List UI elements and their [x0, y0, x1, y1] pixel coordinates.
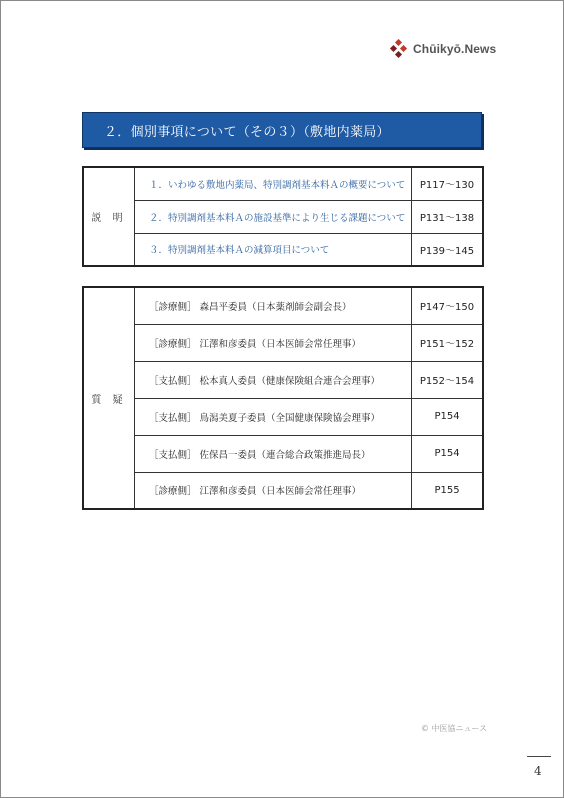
table-row: [83, 472, 483, 509]
table-row: [83, 435, 483, 472]
table-row: [83, 324, 483, 361]
page-number-rule: [527, 756, 551, 757]
section-title-banner: [82, 112, 482, 148]
explanation-category: 説 明: [83, 167, 135, 266]
table-row: [83, 361, 483, 398]
copyright-notice: © 中医協ニュース: [421, 724, 488, 733]
table-row: [83, 287, 483, 324]
explanation-item: １．いわゆる敷地内薬局、特別調剤基本料Ａの概要について: [135, 167, 412, 200]
table-row: [83, 233, 483, 266]
question-item: ［支払側］ 鳥潟美夏子委員（全国健康保険協会理事）: [135, 398, 412, 435]
explanation-item: ２．特別調剤基本料Ａの施設基準により生じる課題について: [135, 200, 412, 233]
table-row: [83, 167, 483, 200]
page-range: P117～130: [412, 167, 484, 200]
page-range: P152～154: [412, 361, 484, 398]
page-range: P151～152: [412, 324, 484, 361]
questions-table: [82, 286, 484, 510]
brand-logo: [389, 39, 496, 59]
section-title: ２．個別事項について（その３）（敷地内薬局）: [104, 124, 390, 140]
table-row: [83, 200, 483, 233]
logo-text: Chūikyō.News: [413, 42, 497, 56]
diamond-logo-icon: [389, 39, 409, 59]
page-range: P131～138: [412, 200, 484, 233]
question-item: ［支払側］ 松本真人委員（健康保険組合連合会理事）: [135, 361, 412, 398]
explanation-item: ３．特別調剤基本料Ａの減算項目について: [135, 233, 412, 266]
page-range: P155: [412, 472, 484, 509]
page-range: P154: [412, 398, 484, 435]
question-item: ［支払側］ 佐保昌一委員（連合総合政策推進局長）: [135, 435, 412, 472]
question-item: ［診療側］ 森昌平委員（日本薬剤師会副会長）: [135, 287, 412, 324]
page-range: P154: [412, 435, 484, 472]
table-row: [83, 398, 483, 435]
question-item: ［診療側］ 江澤和彦委員（日本医師会常任理事）: [135, 472, 412, 509]
questions-category: 質 疑: [83, 287, 135, 509]
explanation-table: [82, 166, 484, 267]
page-range: P139～145: [412, 233, 484, 266]
page-number: 4: [534, 764, 542, 778]
question-item: ［診療側］ 江澤和彦委員（日本医師会常任理事）: [135, 324, 412, 361]
page-range: P147～150: [412, 287, 484, 324]
